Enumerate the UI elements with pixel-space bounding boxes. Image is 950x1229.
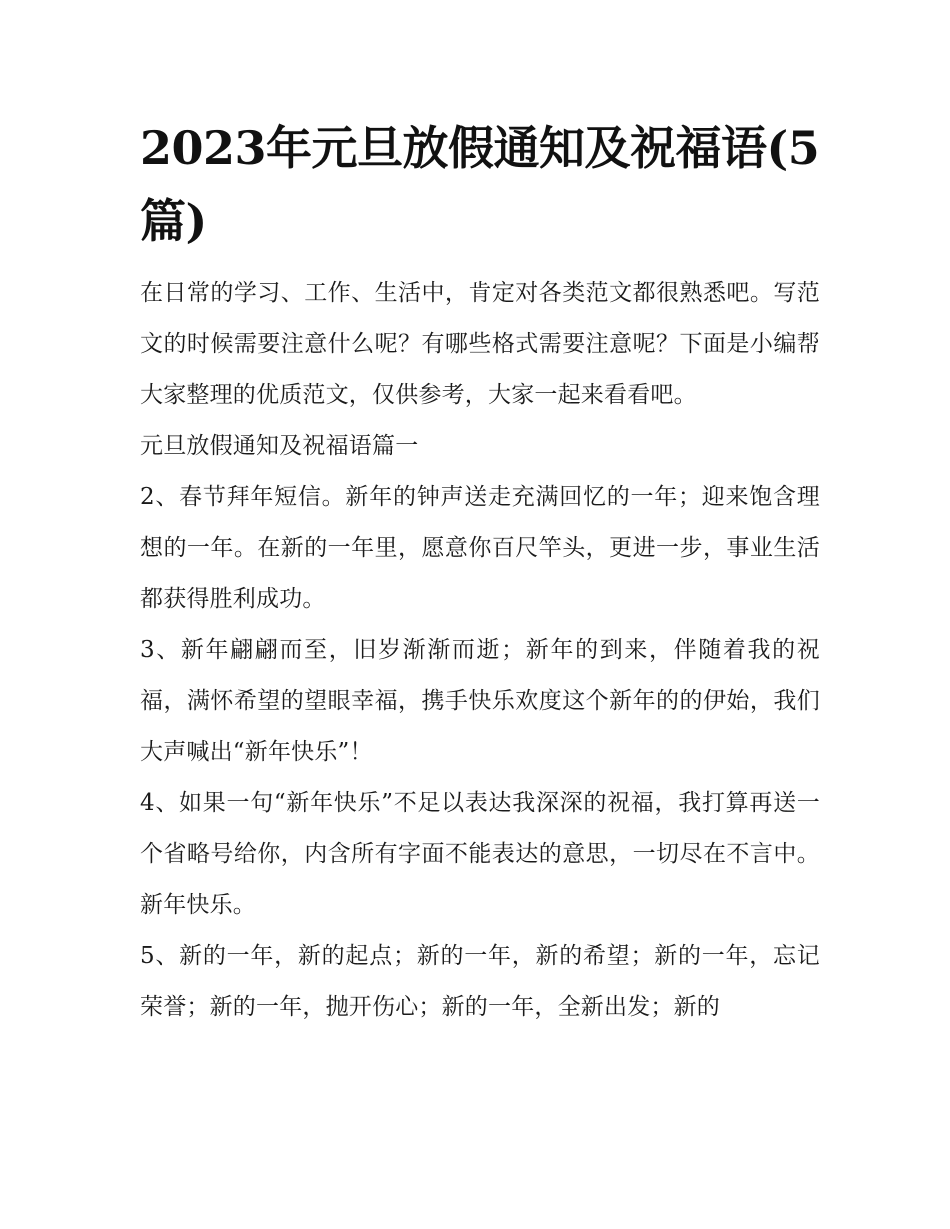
list-item: 4、如果一句“新年快乐”不足以表达我深深的祝福，我打算再送一个省略号给你，内含所有字面不能表达的意思，一切尽在不言中。新年快乐。 — [140, 790, 820, 918]
document-page — [140, 112, 820, 1033]
list-item: 2、春节拜年短信。新年的钟声送走充满回忆的一年；迎来饱含理想的一年。在新的一年里，愿意你百尺竿头，更进一步，事业生活都获得胜利成功。 — [140, 484, 820, 612]
section-heading: 元旦放假通知及祝福语篇一 — [140, 433, 419, 459]
list-item: 3、新年翩翩而至，旧岁渐渐而逝；新年的到来，伴随着我的祝福，满怀希望的望眼幸福，携手快乐欢度这个新年的的伊始，我们大声喊出“新年快乐”！ — [140, 637, 820, 765]
intro-paragraph: 在日常的学习、工作、生活中，肯定对各类范文都很熟悉吧。写范文的时候需要注意什么呢？有哪些格式需要注意呢？下面是小编帮大家整理的优质范文，仅供参考，大家一起来看看吧。 — [140, 280, 820, 408]
document-body — [140, 268, 820, 1033]
list-item: 5、新的一年，新的起点；新的一年，新的希望；新的一年，忘记荣誉；新的一年，抛开伤心；新的一年，全新出发；新的 — [140, 943, 820, 1020]
document-title: 2023年元旦放假通知及祝福语(5篇) — [140, 121, 820, 248]
